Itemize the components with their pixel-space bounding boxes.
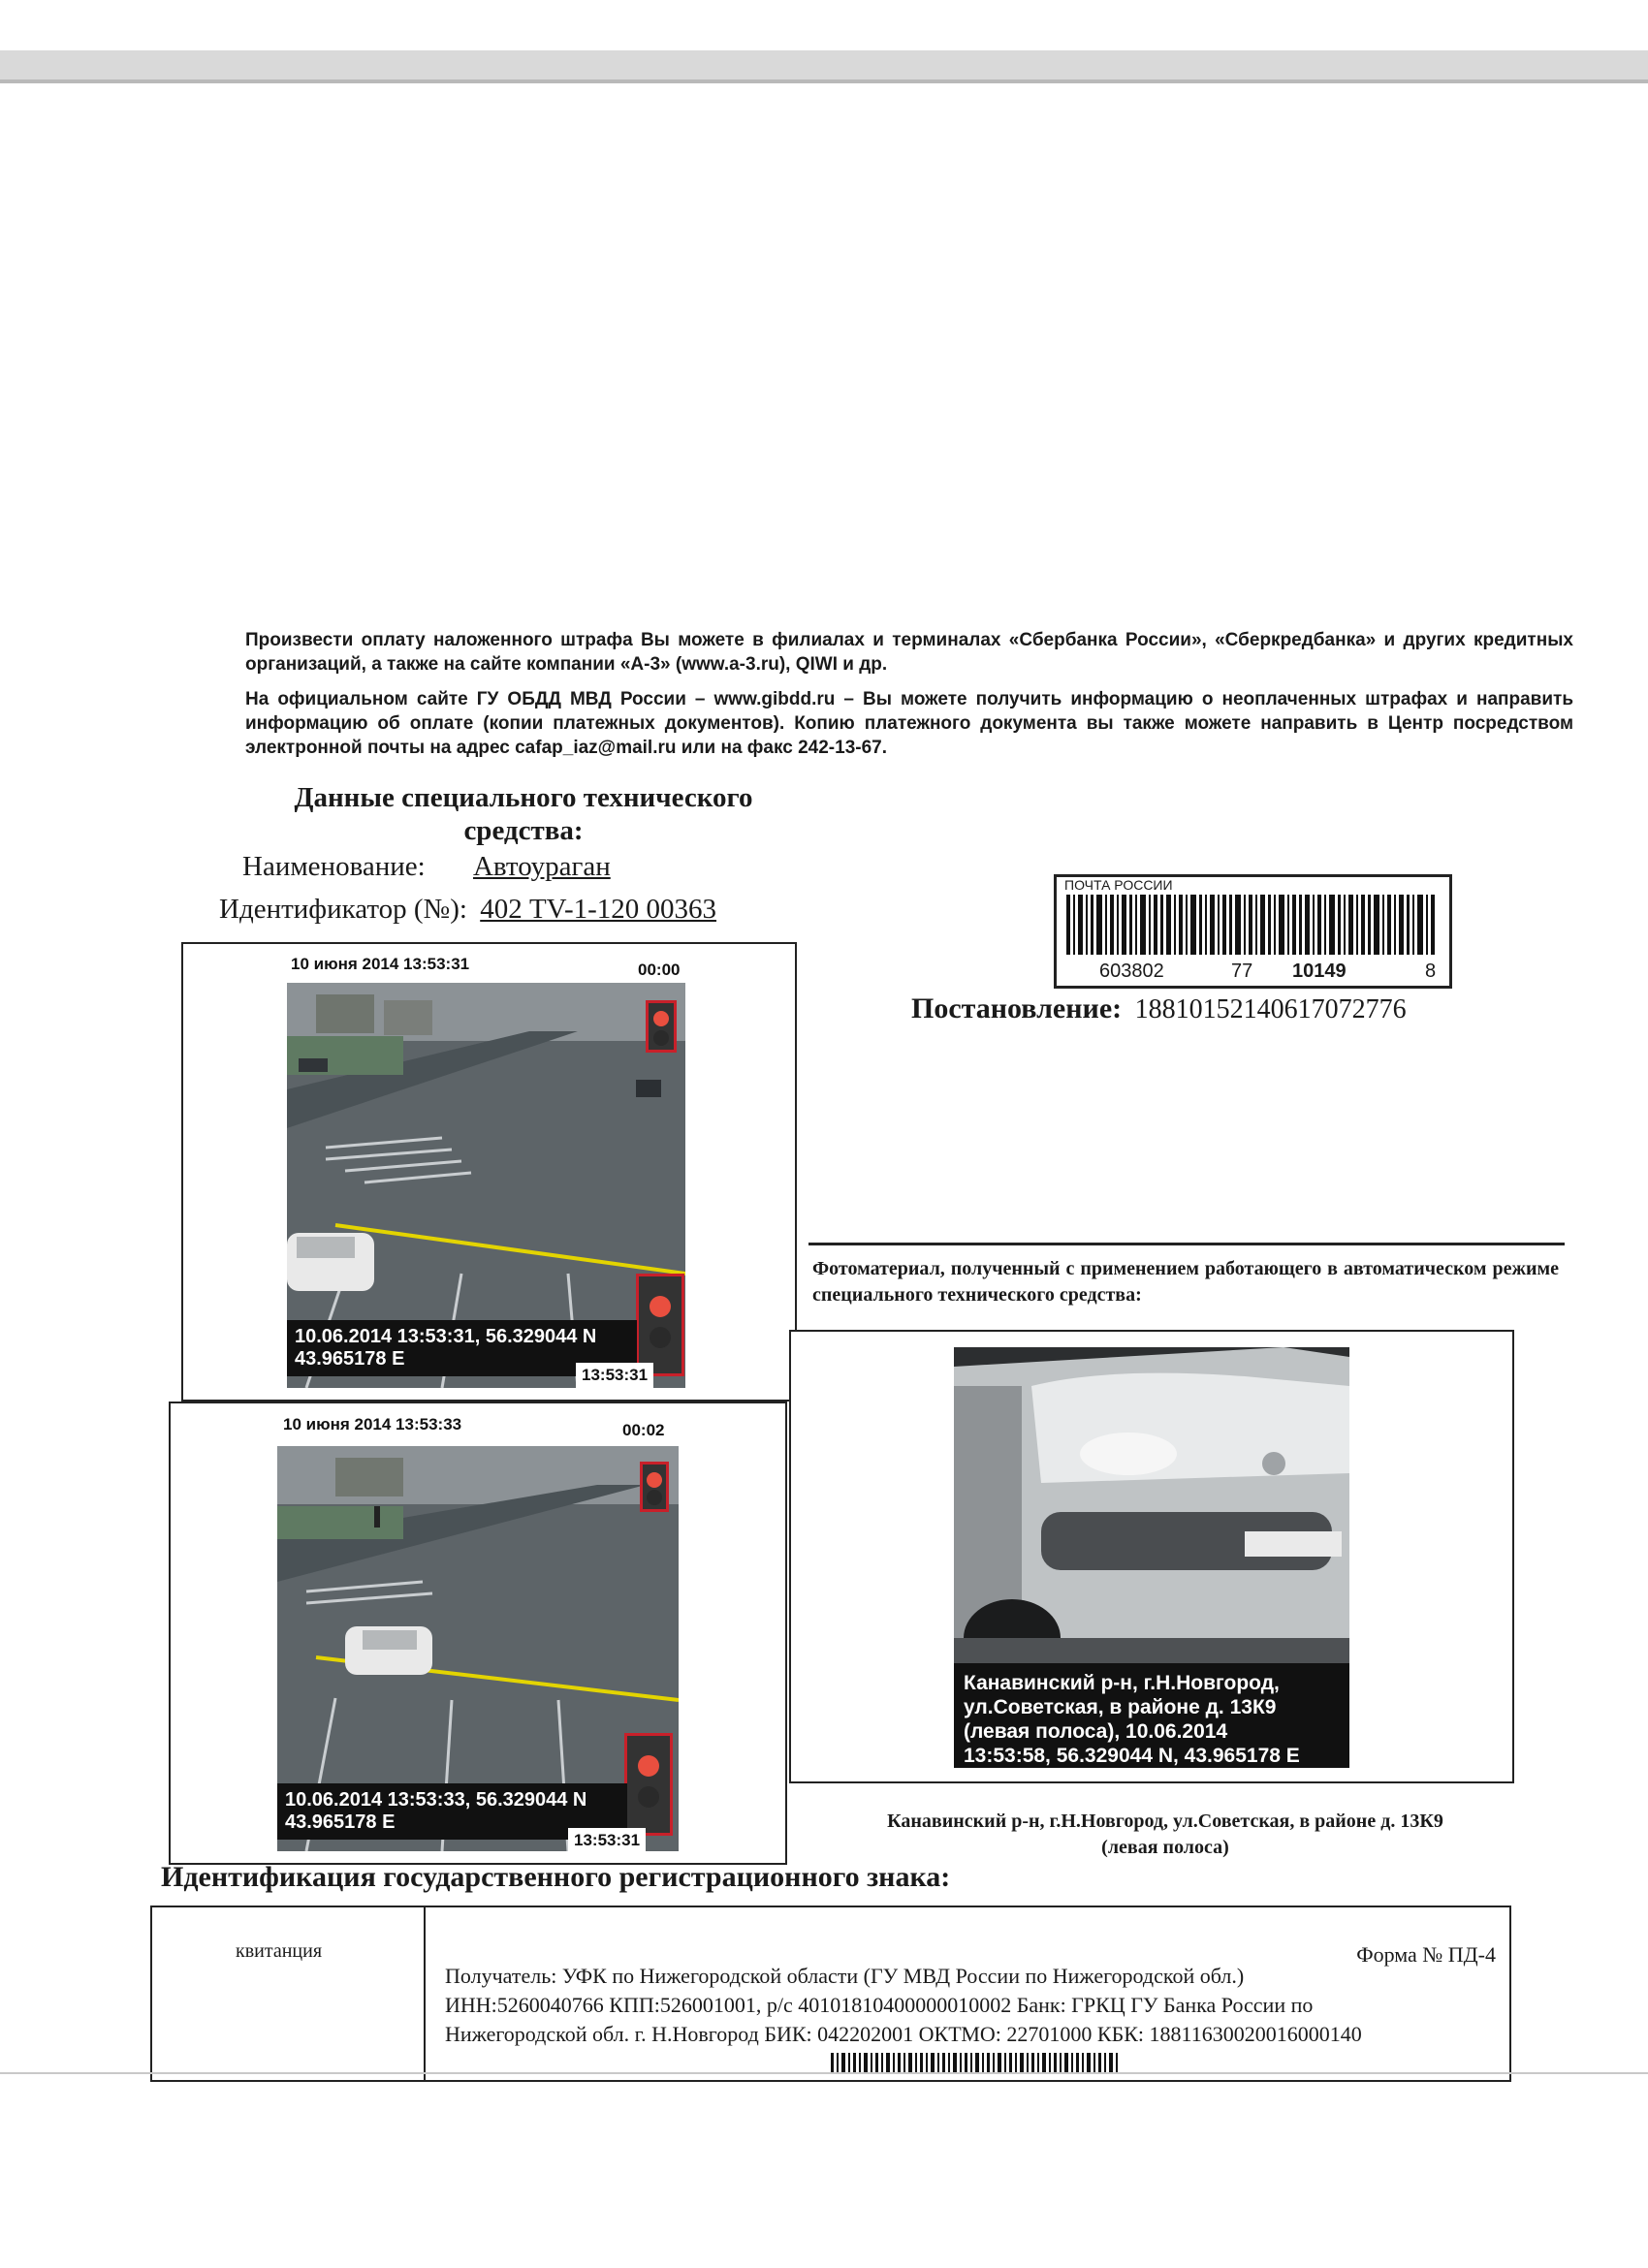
photo-2-caption: 10.06.2014 13:53:33, 56.329044 N 43.965178 E <box>277 1783 627 1840</box>
scan-edge-line <box>0 79 1648 83</box>
scan-bottom-edge <box>0 2072 1648 2074</box>
plate-photo <box>954 1347 1349 1768</box>
receipt-left-label: квитанция <box>236 1940 323 1962</box>
photo-1-time: 13:53:31 <box>576 1363 653 1388</box>
photo-1-date: 10 июня 2014 13:53:31 <box>291 955 470 973</box>
payment-receipt <box>150 1906 1511 2082</box>
traffic-light-red-icon <box>647 1472 662 1488</box>
resolution-number: 18810152140617072776 <box>1134 994 1407 1024</box>
photo-1-caption: 10.06.2014 13:53:31, 56.329044 N 43.965178 E <box>287 1320 637 1376</box>
barcode-icon <box>1066 895 1440 955</box>
receipt-divider <box>424 1907 426 2080</box>
device-id-label: Идентификатор (№): <box>219 894 467 925</box>
traffic-light-amber-icon <box>647 1490 662 1505</box>
violation-photo-1 <box>287 983 685 1388</box>
photo-2-date: 10 июня 2014 13:53:33 <box>283 1415 462 1433</box>
plate-photo-frame <box>789 1330 1514 1783</box>
location-line-2: (левая полоса) <box>1101 1837 1229 1858</box>
photo-1-timer: 00:00 <box>638 961 681 979</box>
payment-notice <box>245 628 1573 760</box>
resolution-label: Постановление: <box>911 992 1123 1024</box>
mail-barcode <box>1054 874 1452 989</box>
device-id-value: 402 TV-1-120 00363 <box>480 894 717 925</box>
barcode-digits-2: 77 <box>1231 961 1253 982</box>
barcode-digits-3: 10149 <box>1292 961 1347 982</box>
device-name-value: Автоураган <box>472 851 611 882</box>
location-line-1: Канавинский р-н, г.Н.Новгород, ул.Советская, в районе д. 13К9 <box>887 1811 1443 1832</box>
device-name-row <box>242 851 611 883</box>
receipt-details <box>445 1962 1362 2049</box>
traffic-light-red-icon <box>650 1296 671 1317</box>
notice-paragraph-1: Произвести оплату наложенного штрафа Вы можете в филиалах и терминалах «Сбербанка России», «Сберкредбанка» и других кредитных организаций, а также на сайте компании «А-3» (www.a-3.ru), QIWI и др. <box>245 630 1573 675</box>
traffic-light-box-top <box>640 1462 669 1512</box>
receipt-form-label: Форма № ПД-4 <box>1356 1942 1496 1967</box>
section-divider <box>808 1243 1565 1245</box>
device-id-row <box>219 894 716 926</box>
traffic-light-box-bottom <box>624 1733 673 1836</box>
receipt-barcode-icon <box>831 2053 1122 2072</box>
plate-section-title: Идентификация государственного регистрационного знака: <box>161 1861 951 1893</box>
traffic-light-red-icon <box>653 1011 669 1026</box>
traffic-light-box-bottom <box>636 1274 684 1376</box>
photo-2-timer: 00:02 <box>622 1421 665 1439</box>
device-section <box>242 781 805 847</box>
violation-photo-1-frame <box>181 942 797 1402</box>
photo-2-time: 13:53:31 <box>568 1828 646 1851</box>
device-name-label: Наименование: <box>242 851 426 882</box>
barcode-digits-4: 8 <box>1425 961 1437 982</box>
traffic-light-red-icon <box>638 1755 659 1777</box>
traffic-light-box-top <box>646 1000 677 1053</box>
resolution-row <box>911 992 1407 1025</box>
scan-edge <box>0 50 1648 79</box>
traffic-light-amber-icon <box>653 1030 669 1046</box>
plate-photo-caption: Канавинский р-н, г.Н.Новгород, ул.Советская, в районе д. 13К9 (левая полоса), 10.06.2014 13:53:58, 56.329044 N, 43.965178 E <box>954 1663 1349 1768</box>
barcode-digits-1: 603802 <box>1099 961 1164 982</box>
photo-material-heading: Фотоматериал, полученный с применением работающего в автоматическом режиме специального технического средства: <box>812 1258 1559 1306</box>
location-caption <box>816 1809 1514 1861</box>
barcode-label: ПОЧТА РОССИИ <box>1064 877 1173 893</box>
traffic-light-green-icon <box>650 1327 671 1348</box>
receipt-line-2: ИНН:5260040766 КПП:526001001, р/с 40101810400000010002 Банк: ГРКЦ ГУ Банка России по <box>445 1993 1314 2017</box>
violation-photo-2 <box>277 1446 679 1851</box>
receipt-line-3: Нижегородской обл. г. Н.Новгород БИК: 042202001 ОКТМО: 22701000 КБК: 18811630020016000140 <box>445 2022 1362 2046</box>
receipt-line-1: Получатель: УФК по Нижегородской области (ГУ МВД России по Нижегородской обл.) <box>445 1964 1245 1988</box>
notice-paragraph-2: На официальном сайте ГУ ОБДД МВД России – www.gibdd.ru – Вы можете получить информацию о неоплаченных штрафах и направить информацию об оплате (копии платежных документов). Копию платежного документа вы также можете направить в Центр посредством электронной почты на адрес cafap_iaz@mail.ru или на факс 242-13-67. <box>245 689 1573 758</box>
device-title: Данные специального технического средства: <box>294 782 753 846</box>
violation-photo-2-frame <box>169 1402 787 1865</box>
traffic-light-green-icon <box>638 1786 659 1808</box>
